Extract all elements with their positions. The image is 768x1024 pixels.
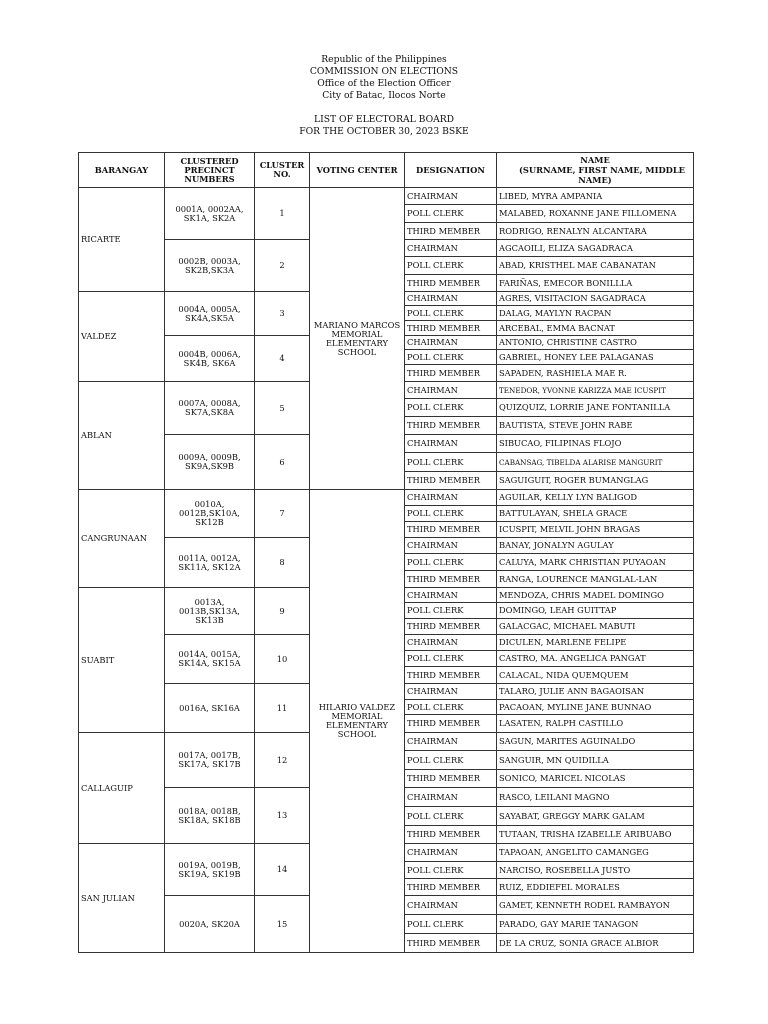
designation-cell: CHAIRMAN <box>405 240 497 257</box>
precinct-cell: 0004A, 0005A, SK4A,SK5A <box>165 292 255 336</box>
cluster-no-cell: 11 <box>255 684 310 733</box>
col-precinct: CLUSTERED PRECINCT NUMBERS <box>165 153 255 188</box>
col-name <box>497 153 694 188</box>
designation-cell: THIRD MEMBER <box>405 571 497 588</box>
designation-cell: POLL CLERK <box>405 257 497 275</box>
precinct-cell: 0013A, 0013B,SK13A, SK13B <box>165 588 255 635</box>
designation-cell: THIRD MEMBER <box>405 879 497 896</box>
precinct-cell: 0018A, 0018B, SK18A, SK18B <box>165 788 255 844</box>
designation-cell: CHAIRMAN <box>405 588 497 603</box>
designation-cell: CHAIRMAN <box>405 896 497 915</box>
member-name-cell: CALACAL, NIDA QUEMQUEM <box>497 667 694 684</box>
member-name-cell: ABAD, KRISTHEL MAE CABANATAN <box>497 257 694 275</box>
cluster-no-cell: 1 <box>255 188 310 240</box>
designation-cell: THIRD MEMBER <box>405 619 497 635</box>
election-line: FOR THE OCTOBER 30, 2023 BSKE <box>299 126 469 137</box>
cluster-no-cell: 3 <box>255 292 310 336</box>
member-name-cell: NARCISO, ROSEBELLA JUSTO <box>497 862 694 879</box>
designation-cell: POLL CLERK <box>405 603 497 619</box>
member-name-cell: MENDOZA, CHRIS MADEL DOMINGO <box>497 588 694 603</box>
member-name-cell: CABANSAG, TIBELDA ALARISE MANGURIT <box>497 453 694 472</box>
member-name-cell: LIBED, MYRA AMPANIA <box>497 188 694 205</box>
cluster-no-cell: 15 <box>255 896 310 953</box>
member-name-cell: TUTAAN, TRISHA IZABELLE ARIBUABO <box>497 826 694 844</box>
member-name-cell: BATTULAYAN, SHELA GRACE <box>497 506 694 522</box>
cluster-no-cell: 13 <box>255 788 310 844</box>
precinct-cell: 0004B, 0006A, SK4B, SK6A <box>165 336 255 382</box>
designation-cell: THIRD MEMBER <box>405 826 497 844</box>
designation-cell: POLL CLERK <box>405 915 497 934</box>
member-name-cell: PACAOAN, MYLINE JANE BUNNAO <box>497 700 694 715</box>
designation-cell: CHAIRMAN <box>405 382 497 399</box>
designation-cell: THIRD MEMBER <box>405 667 497 684</box>
cluster-no-cell: 4 <box>255 336 310 382</box>
cluster-no-cell: 10 <box>255 635 310 684</box>
col-barangay: BARANGAY <box>79 153 165 188</box>
member-name-cell: RODRIGO, RENALYN ALCANTARA <box>497 223 694 240</box>
barangay-cell: VALDEZ <box>79 292 165 382</box>
member-name-cell: SAYABAT, GREGGY MARK GALAM <box>497 807 694 826</box>
member-name-cell: TALARO, JULIE ANN BAGAOISAN <box>497 684 694 700</box>
member-name-cell: DE LA CRUZ, SONIA GRACE ALBIOR <box>497 934 694 953</box>
designation-cell: THIRD MEMBER <box>405 417 497 435</box>
designation-cell: THIRD MEMBER <box>405 522 497 538</box>
member-name-cell: QUIZQUIZ, LORRIE JANE FONTANILLA <box>497 399 694 417</box>
precinct-cell: 0009A, 0009B, SK9A,SK9B <box>165 435 255 490</box>
designation-cell: POLL CLERK <box>405 399 497 417</box>
designation-cell: THIRD MEMBER <box>405 223 497 240</box>
member-name-cell: GABRIEL, HONEY LEE PALAGANAS <box>497 350 694 365</box>
member-name-cell: SAPADEN, RASHIELA MAE R. <box>497 365 694 382</box>
cluster-no-cell: 9 <box>255 588 310 635</box>
office-line: Office of the Election Officer <box>317 78 451 89</box>
document-header <box>0 54 768 102</box>
member-name-cell: RUIZ, EDDIEFEL MORALES <box>497 879 694 896</box>
member-name-cell: MALABED, ROXANNE JANE FILLOMENA <box>497 205 694 223</box>
designation-cell: CHAIRMAN <box>405 336 497 350</box>
precinct-cell: 0010A, 0012B,SK10A, SK12B <box>165 490 255 538</box>
table-row <box>79 188 694 205</box>
list-title: LIST OF ELECTORAL BOARD <box>313 114 455 125</box>
designation-cell: POLL CLERK <box>405 350 497 365</box>
member-name-cell: CASTRO, MA. ANGELICA PANGAT <box>497 651 694 667</box>
city-line: City of Batac, Ilocos Norte <box>322 90 446 101</box>
designation-cell: THIRD MEMBER <box>405 365 497 382</box>
designation-cell: THIRD MEMBER <box>405 321 497 336</box>
barangay-cell: SAN JULIAN <box>79 844 165 953</box>
document-title <box>0 114 768 138</box>
designation-cell: CHAIRMAN <box>405 788 497 807</box>
member-name-cell: SONICO, MARICEL NICOLAS <box>497 770 694 788</box>
designation-cell: POLL CLERK <box>405 453 497 472</box>
barangay-cell: RICARTE <box>79 188 165 292</box>
cluster-no-cell: 8 <box>255 538 310 588</box>
col-name-line1: NAME <box>580 155 610 165</box>
precinct-cell: 0007A, 0008A, SK7A,SK8A <box>165 382 255 435</box>
designation-cell: CHAIRMAN <box>405 490 497 506</box>
designation-cell: THIRD MEMBER <box>405 715 497 733</box>
electoral-board-table <box>78 152 694 953</box>
member-name-cell: BANAY, JONALYN AGULAY <box>497 538 694 554</box>
member-name-cell: SAGUIGUIT, ROGER BUMANGLAG <box>497 472 694 490</box>
cluster-no-cell: 7 <box>255 490 310 538</box>
member-name-cell: DALAG, MAYLYN RACPAN <box>497 306 694 321</box>
cluster-no-cell: 12 <box>255 733 310 788</box>
member-name-cell: AGCAOILI, ELIZA SAGADRACA <box>497 240 694 257</box>
designation-cell: POLL CLERK <box>405 506 497 522</box>
voting-center-cell: HILARIO VALDEZ MEMORIAL ELEMENTARY SCHOOL <box>310 490 405 953</box>
col-designation: DESIGNATION <box>405 153 497 188</box>
barangay-cell: SUABIT <box>79 588 165 733</box>
table-body <box>79 188 694 953</box>
designation-cell: POLL CLERK <box>405 751 497 770</box>
member-name-cell: AGUILAR, KELLY LYN BALIGOD <box>497 490 694 506</box>
designation-cell: CHAIRMAN <box>405 292 497 306</box>
designation-cell: CHAIRMAN <box>405 684 497 700</box>
cluster-no-cell: 6 <box>255 435 310 490</box>
precinct-cell: 0019A, 0019B, SK19A, SK19B <box>165 844 255 896</box>
precinct-cell: 0016A, SK16A <box>165 684 255 733</box>
member-name-cell: ICUSPIT, MELVIL JOHN BRAGAS <box>497 522 694 538</box>
member-name-cell: TAPAOAN, ANGELITO CAMANGEG <box>497 844 694 862</box>
col-name-line3: NAME) <box>578 175 612 185</box>
precinct-cell: 0002B, 0003A, SK2B,SK3A <box>165 240 255 292</box>
member-name-cell: SANGUIR, MN QUIDILLA <box>497 751 694 770</box>
member-name-cell: DOMINGO, LEAH GUITTAP <box>497 603 694 619</box>
member-name-cell: DICULEN, MARLENE FELIPE <box>497 635 694 651</box>
designation-cell: CHAIRMAN <box>405 435 497 453</box>
member-name-cell: LASATEN, RALPH CASTILLO <box>497 715 694 733</box>
designation-cell: CHAIRMAN <box>405 733 497 751</box>
member-name-cell: BAUTISTA, STEVE JOHN RABE <box>497 417 694 435</box>
member-name-cell: CALUYA, MARK CHRISTIAN PUYAOAN <box>497 554 694 571</box>
member-name-cell: ANTONIO, CHRISTINE CASTRO <box>497 336 694 350</box>
member-name-cell: GAMET, KENNETH RODEL RAMBAYON <box>497 896 694 915</box>
voting-center-cell: MARIANO MARCOS MEMORIAL ELEMENTARY SCHOOL <box>310 188 405 490</box>
designation-cell: POLL CLERK <box>405 700 497 715</box>
designation-cell: THIRD MEMBER <box>405 275 497 292</box>
member-name-cell: TENEDOR, YVONNE KARIZZA MAE ICUSPIT <box>497 382 694 399</box>
precinct-cell: 0001A, 0002AA, SK1A, SK2A <box>165 188 255 240</box>
member-name-cell: FARIÑAS, EMECOR BONILLLA <box>497 275 694 292</box>
table-row <box>79 490 694 506</box>
precinct-cell: 0020A, SK20A <box>165 896 255 953</box>
col-voting-center: VOTING CENTER <box>310 153 405 188</box>
precinct-cell: 0017A, 0017B, SK17A, SK17B <box>165 733 255 788</box>
cluster-no-cell: 2 <box>255 240 310 292</box>
barangay-cell: ABLAN <box>79 382 165 490</box>
barangay-cell: CANGRUNAAN <box>79 490 165 588</box>
member-name-cell: SAGUN, MARITES AGUINALDO <box>497 733 694 751</box>
precinct-cell: 0011A, 0012A, SK11A, SK12A <box>165 538 255 588</box>
col-name-line2: (SURNAME, FIRST NAME, MIDDLE <box>519 165 685 175</box>
designation-cell: THIRD MEMBER <box>405 934 497 953</box>
designation-cell: CHAIRMAN <box>405 538 497 554</box>
member-name-cell: AGRES, VISITACION SAGADRACA <box>497 292 694 306</box>
designation-cell: POLL CLERK <box>405 554 497 571</box>
designation-cell: POLL CLERK <box>405 862 497 879</box>
table-header-row <box>79 153 694 188</box>
designation-cell: POLL CLERK <box>405 205 497 223</box>
member-name-cell: GALACGAC, MICHAEL MABUTI <box>497 619 694 635</box>
member-name-cell: RASCO, LEILANI MAGNO <box>497 788 694 807</box>
designation-cell: THIRD MEMBER <box>405 472 497 490</box>
member-name-cell: PARADO, GAY MARIE TANAGON <box>497 915 694 934</box>
designation-cell: THIRD MEMBER <box>405 770 497 788</box>
designation-cell: POLL CLERK <box>405 306 497 321</box>
designation-cell: CHAIRMAN <box>405 188 497 205</box>
col-cluster: CLUSTER NO. <box>255 153 310 188</box>
member-name-cell: ARCEBAL, EMMA BACNAT <box>497 321 694 336</box>
designation-cell: POLL CLERK <box>405 651 497 667</box>
designation-cell: CHAIRMAN <box>405 844 497 862</box>
member-name-cell: SIBUCAO, FILIPINAS FLOJO <box>497 435 694 453</box>
member-name-cell: RANGA, LOURENCE MANGLAL-LAN <box>497 571 694 588</box>
cluster-no-cell: 5 <box>255 382 310 435</box>
precinct-cell: 0014A, 0015A, SK14A, SK15A <box>165 635 255 684</box>
barangay-cell: CALLAGUIP <box>79 733 165 844</box>
republic-line: Republic of the Philippines <box>321 54 447 65</box>
designation-cell: CHAIRMAN <box>405 635 497 651</box>
commission-line: COMMISSION ON ELECTIONS <box>309 66 459 77</box>
cluster-no-cell: 14 <box>255 844 310 896</box>
designation-cell: POLL CLERK <box>405 807 497 826</box>
